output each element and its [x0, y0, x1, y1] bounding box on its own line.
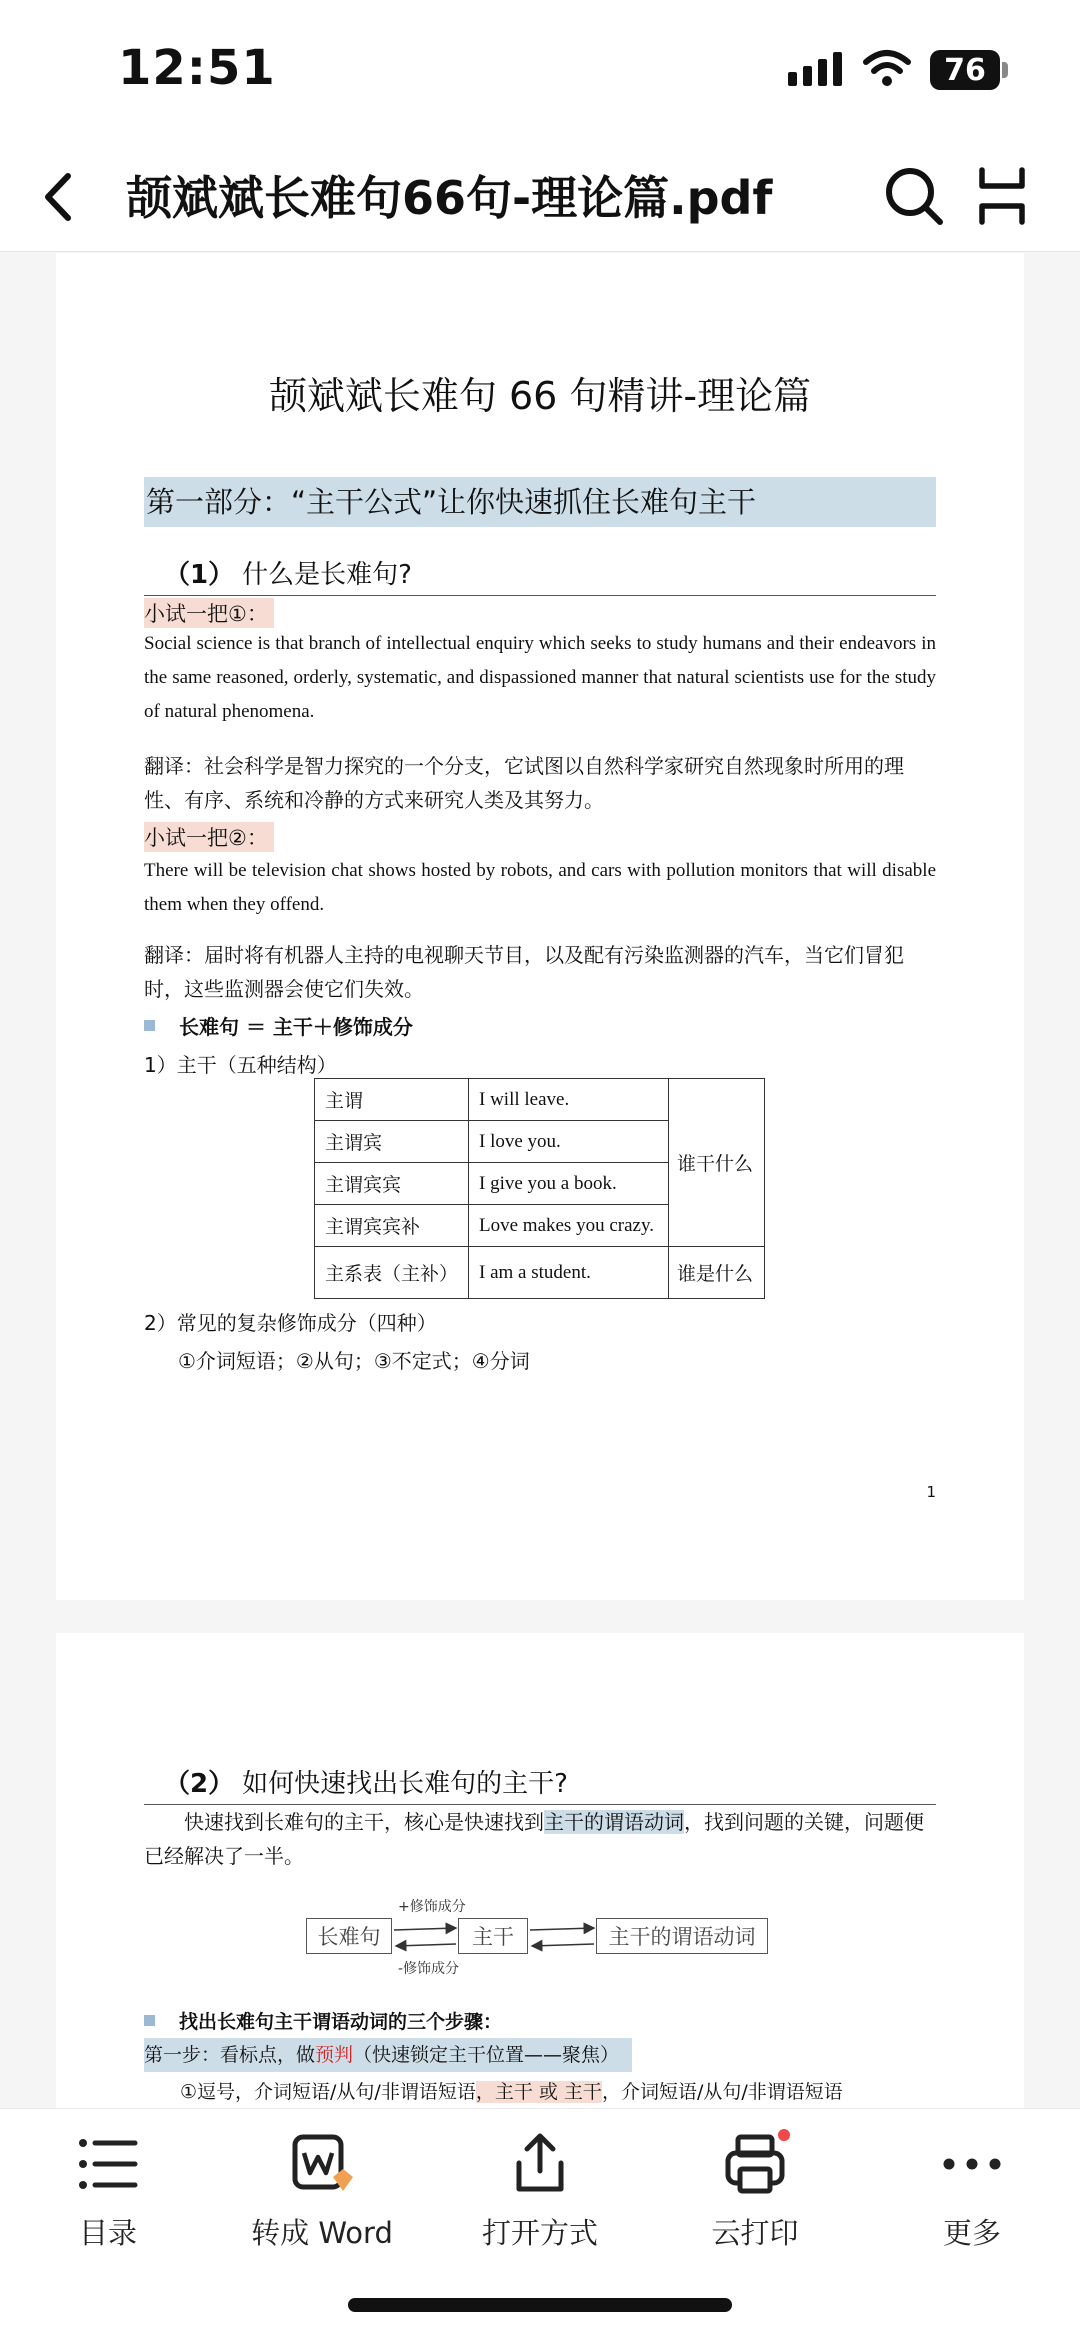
highlighted-text: 主干的谓语动词: [544, 1810, 684, 1834]
signal-icon: [788, 52, 842, 86]
doc-title: 颉斌斌长难句 66 句精讲-理论篇: [268, 374, 812, 418]
english-sentence: There will be television chat shows hosted by robots, and cars with pollution monitors that will disable them when they offend.: [144, 860, 936, 915]
fold-icon[interactable]: [972, 164, 1032, 228]
pdf-page-2: [56, 1633, 1024, 2108]
toolbar-open-with-button[interactable]: [440, 2129, 640, 2252]
structure-table: [314, 1078, 765, 1299]
section-heading: [144, 1763, 936, 1805]
table-cell: 主谓: [315, 1079, 469, 1121]
bullet-square-icon: [144, 2015, 155, 2026]
section-title: 什么是长难句?: [242, 560, 412, 590]
translation: 翻译：届时将有机器人主持的电视聊天节目，以及配有污染监测器的汽车，当它们冒犯时，这些监测器会使它们失效。: [144, 943, 904, 1001]
english-sentence: Social science is that branch of intellectual enquiry which seeks to study humans and their endeavors in the same reasoned, orderly, systematic, and dispassioned manner that natural scientists use for the study of natural phenomena.: [144, 633, 936, 722]
toolbar-label: 更多: [942, 2216, 1001, 2250]
table-cell: 谁是什么: [669, 1247, 765, 1299]
toolbar-label: 转成 Word: [251, 2216, 393, 2250]
table-row: [315, 1247, 765, 1299]
diagram-box: 主干: [458, 1918, 528, 1954]
part-heading: 第一部分：“主干公式”让你快速抓住长难句主干: [144, 477, 936, 527]
try-label: 小试一把②：: [144, 822, 274, 852]
step-detail-text: ，介词短语/从句/非谓语短语: [601, 2081, 843, 2103]
pdf-viewer[interactable]: [0, 253, 1080, 2108]
paragraph: [144, 1805, 936, 1873]
battery-icon: 76: [930, 50, 1000, 90]
translation: 翻译：社会科学是智力探究的一个分支，它试图以自然科学家研究自然现象时所用的理性、有序、系统和冷静的方式来研究人类及其努力。: [144, 754, 904, 812]
list-item: 2）常见的复杂修饰成分（四种）: [144, 1311, 437, 1335]
printer-icon: [720, 2129, 790, 2199]
step-one: [144, 2038, 632, 2072]
section-number: （1）: [164, 560, 235, 590]
section-heading: [144, 554, 936, 596]
step-emphasis: 预判: [315, 2044, 354, 2066]
diagram-box: 长难句: [306, 1918, 392, 1954]
toolbar-label: 打开方式: [481, 2216, 598, 2250]
page-number: 1: [926, 1483, 936, 1501]
diagram-label: -修饰成分: [398, 1961, 460, 1977]
bullet-square-icon: [144, 1020, 155, 1031]
list-item: 1）主干（五种结构）: [144, 1053, 337, 1077]
section-title: 如何快速找出长难句的主干?: [242, 1769, 568, 1799]
diagram-label: +修饰成分: [398, 1899, 466, 1915]
table-cell: Love makes you crazy.: [469, 1205, 669, 1247]
table-cell: I will leave.: [469, 1079, 669, 1121]
formula-text: 长难句 ＝ 主干＋修饰成分: [179, 1015, 413, 1039]
toolbar-more-button[interactable]: [872, 2129, 1072, 2252]
toolbar-label: 目录: [78, 2216, 137, 2250]
table-cell: I am a student.: [469, 1247, 669, 1299]
toolbar-label: 云打印: [711, 2216, 799, 2250]
section-number: （2）: [164, 1769, 235, 1799]
formula-line: [144, 1011, 413, 1040]
toolbar-word-button[interactable]: [222, 2129, 422, 2252]
paragraph-text: ，找到问题的关键，问题便已经解决了一半。: [144, 1810, 924, 1868]
flow-diagram: [306, 1888, 786, 1978]
table-cell: 谁干什么: [669, 1079, 765, 1247]
steps-heading-line: [144, 2007, 502, 2034]
home-indicator[interactable]: [348, 2298, 732, 2312]
try-label: 小试一把①：: [144, 598, 274, 628]
toolbar-cloud-print-button[interactable]: [655, 2129, 855, 2252]
table-cell: 主谓宾宾: [315, 1163, 469, 1205]
step-text: 第一步：看标点，做: [144, 2044, 316, 2066]
more-icon: [937, 2129, 1007, 2199]
table-cell: 主系表（主补）: [315, 1247, 469, 1299]
notification-badge: [778, 2129, 790, 2141]
status-bar: [0, 0, 1080, 140]
list-icon: [73, 2129, 143, 2199]
step-text: （快速锁定主干位置——聚焦）: [353, 2044, 620, 2066]
back-icon[interactable]: [30, 162, 90, 232]
diagram-arrows: [306, 1888, 786, 1978]
status-time: 12:51: [118, 40, 276, 96]
step-detail: [180, 2075, 960, 2108]
table-cell: I love you.: [469, 1121, 669, 1163]
pdf-page-1: [56, 253, 1024, 1600]
share-icon: [505, 2129, 575, 2199]
wifi-icon: [862, 48, 912, 88]
word-convert-icon: [287, 2129, 357, 2199]
toolbar-catalog-button[interactable]: [8, 2129, 208, 2252]
table-cell: 主谓宾宾补: [315, 1205, 469, 1247]
step-detail-text: ①逗号，介词短语/从句/非谓语短语: [180, 2081, 476, 2103]
steps-heading: 找出长难句主干谓语动词的三个步骤：: [179, 2011, 503, 2033]
document-title: 颉斌斌长难句66句-理论篇.pdf: [126, 171, 773, 225]
list-item: ①介词短语；②从句；③不定式；④分词: [178, 1349, 530, 1373]
diagram-box: 主干的谓语动词: [596, 1918, 768, 1954]
table-cell: I give you a book.: [469, 1163, 669, 1205]
table-cell: 主谓宾: [315, 1121, 469, 1163]
step-detail-text: ，主干 或 主干: [475, 2081, 602, 2103]
table-row: [315, 1079, 765, 1121]
paragraph-text: 快速找到长难句的主干，核心是快速找到: [184, 1810, 544, 1834]
search-icon[interactable]: [882, 164, 946, 228]
navbar: [0, 140, 1080, 252]
